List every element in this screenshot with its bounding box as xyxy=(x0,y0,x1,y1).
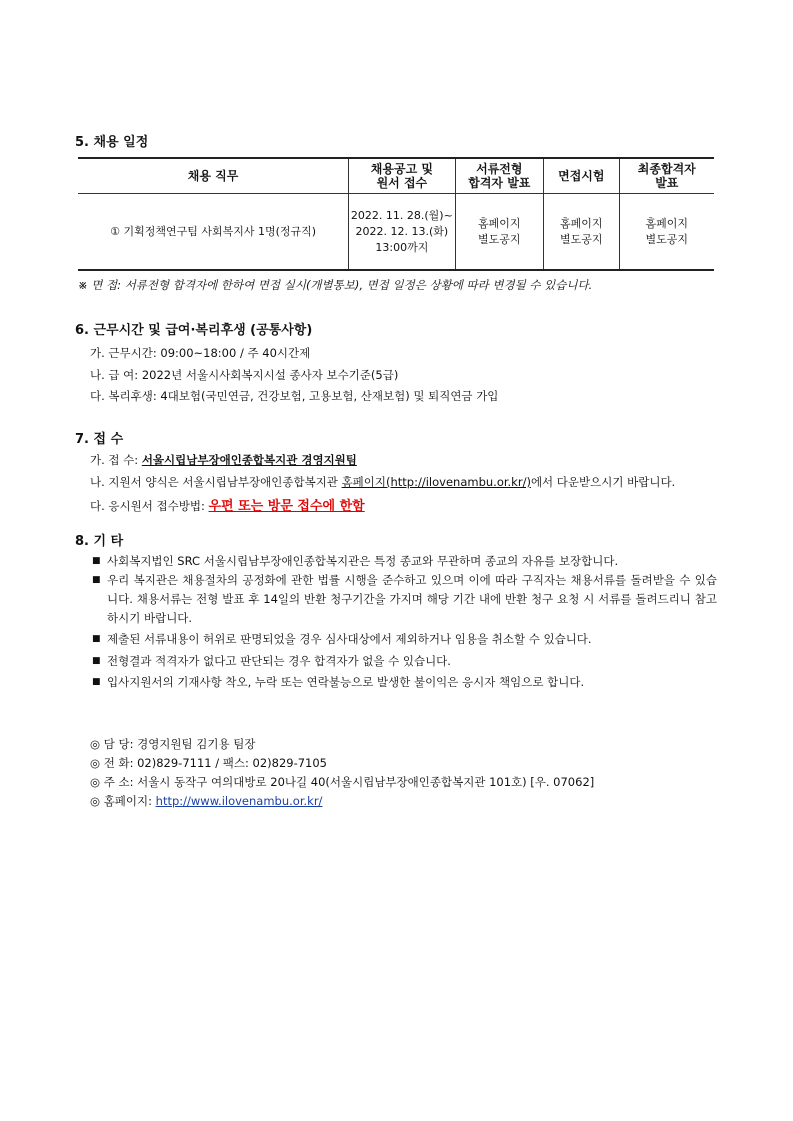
reception-line xyxy=(90,452,357,468)
salary-line: 나. 급 여: 2022년 서울시사회복지시설 종사자 보수기준(5급) xyxy=(90,368,399,382)
header-position: 채용 직무 xyxy=(78,158,349,194)
contact-address: ◎ 주 소: 서울시 동작구 여의대방로 20나길 40(서울시립남부장애인종합복지관 101호) [우. 07062] xyxy=(90,775,595,789)
form-download-suffix: 에서 다운받으시기 바랍니다. xyxy=(530,475,676,489)
benefits-line: 다. 복리후생: 4대보험(국민연금, 건강보험, 고용보험, 산재보험) 및 퇴직연금 가입 xyxy=(90,389,499,403)
cell-final xyxy=(619,194,714,271)
form-download-prefix: 나. 지원서 양식은 서울시립남부장애인종합복지관 xyxy=(90,475,342,489)
header-interview: 면접시험 xyxy=(544,158,620,194)
bullet-icon: ■ xyxy=(92,634,101,644)
final-line1: 홈페이지 xyxy=(645,216,689,230)
table-row xyxy=(78,194,714,271)
cell-interview xyxy=(544,194,620,271)
doc-result-line1: 홈페이지 xyxy=(478,216,521,230)
reception-label: 가. 접 수: xyxy=(90,453,142,467)
header-doc-line1: 서류전형 xyxy=(476,162,523,176)
homepage-link[interactable]: 홈페이지(http://ilovenambu.or.kr/) xyxy=(341,475,531,489)
section-7-title: 7. 접 수 xyxy=(75,432,124,447)
cell-posting-dates xyxy=(349,194,455,271)
interview-note: ※ 면 접: 서류전형 합격자에 한하여 면접 실시(개별통보), 면접 일정은 상황에 따라 변경될 수 있습니다. xyxy=(78,278,593,292)
header-posting-line1: 채용공고 및 xyxy=(370,162,433,176)
interview-line2: 별도공지 xyxy=(560,232,603,246)
list-item: 입사지원서의 기재사항 착오, 누락 또는 연락불능으로 발생한 불이익은 응시자 책임으로 합니다. xyxy=(107,675,585,689)
schedule-table xyxy=(78,157,714,271)
header-doc-result xyxy=(455,158,543,194)
homepage-url-link[interactable]: http://www.ilovenambu.or.kr/ xyxy=(155,794,323,808)
reception-office: 서울시립남부장애인종합복지관 경영지원팀 xyxy=(141,453,357,467)
header-posting-line2: 원서 접수 xyxy=(376,176,428,190)
doc-result-line2: 별도공지 xyxy=(478,232,521,246)
list-item: 우리 복지관은 채용절차의 공정화에 관한 법률 시행을 준수하고 있으며 이에 따라 구직자는 채용서류를 돌려받을 수 있습니다. 채용서류는 전형 발표 후 14일의 반환 청구기간을 가지며 해당 기간 내에 반환 청구 요청 시 서류를 돌려드리니 참고하시기 바랍니다. xyxy=(107,573,717,625)
homepage-label: ◎ 홈페이지: xyxy=(90,794,156,808)
contact-manager: ◎ 담 당: 경영지원팀 김기용 팀장 xyxy=(90,737,256,751)
date-start: 2022. 11. 28.(월)~ xyxy=(350,208,453,222)
table-header-row xyxy=(78,158,714,194)
form-download-line xyxy=(90,474,675,490)
header-posting xyxy=(349,158,455,194)
date-time: 13:00까지 xyxy=(375,240,429,254)
application-method-value: 우편 또는 방문 접수에 한함 xyxy=(208,499,365,514)
header-final-line2: 발표 xyxy=(655,176,679,190)
bullet-icon: ■ xyxy=(92,656,101,666)
section-8-title: 8. 기 타 xyxy=(75,534,124,549)
list-item: 제출된 서류내용이 허위로 판명되었을 경우 심사대상에서 제외하거나 임용을 취소할 수 있습니다. xyxy=(107,632,592,646)
cell-doc-result xyxy=(455,194,543,271)
bullet-icon: ■ xyxy=(92,556,101,566)
contact-phone: ◎ 전 화: 02)829-7111 / 팩스: 02)829-7105 xyxy=(90,756,327,770)
interview-line1: 홈페이지 xyxy=(560,216,603,230)
section-6-title: 6. 근무시간 및 급여·복리후생 (공통사항) xyxy=(75,323,313,338)
bullet-icon: ■ xyxy=(92,575,101,585)
header-final xyxy=(619,158,714,194)
list-item: 사회복지법인 SRC 서울시립남부장애인종합복지관은 특정 종교와 무관하며 종교의 자유를 보장합니다. xyxy=(107,554,619,568)
application-method-line xyxy=(90,495,365,514)
date-end: 2022. 12. 13.(화) xyxy=(355,224,449,238)
list-item: 전형결과 적격자가 없다고 판단되는 경우 합격자가 없을 수 있습니다. xyxy=(107,654,451,668)
application-method-label: 다. 응시원서 접수방법: xyxy=(90,499,209,513)
work-hours-line: 가. 근무시간: 09:00~18:00 / 주 40시간제 xyxy=(90,346,311,360)
contact-homepage xyxy=(90,793,322,809)
bullet-icon: ■ xyxy=(92,677,101,687)
header-doc-line2: 합격자 발표 xyxy=(468,176,531,190)
cell-position: ① 기획정책연구팀 사회복지사 1명(정규직) xyxy=(78,194,349,271)
section-5-title: 5. 채용 일정 xyxy=(75,135,149,150)
header-final-line1: 최종합격자 xyxy=(637,162,696,176)
final-line2: 별도공지 xyxy=(645,232,689,246)
